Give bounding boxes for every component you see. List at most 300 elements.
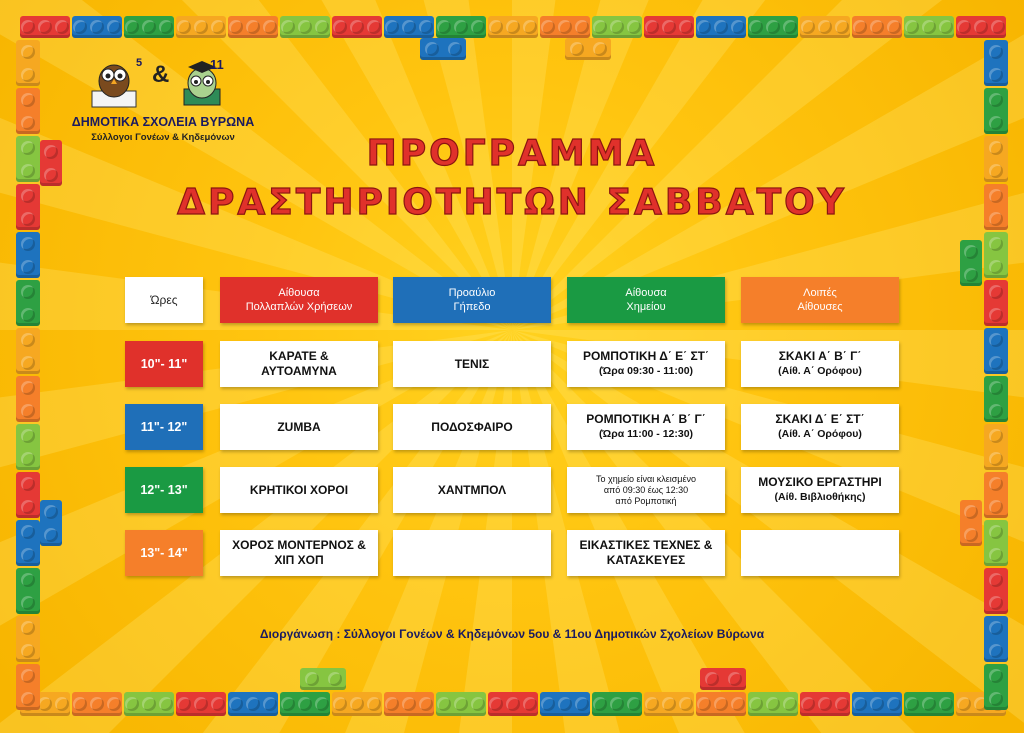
lego-stud bbox=[194, 697, 208, 711]
lego-brick bbox=[748, 692, 798, 716]
cell-text: 10"- 11" bbox=[140, 357, 188, 371]
lego-brick bbox=[124, 16, 174, 38]
lego-brick bbox=[984, 376, 1008, 422]
lego-brick bbox=[16, 88, 40, 134]
lego-stud bbox=[506, 20, 520, 34]
lego-brick bbox=[984, 472, 1008, 518]
lego-stud bbox=[818, 697, 832, 711]
lego-brick bbox=[592, 16, 642, 38]
lego-brick bbox=[696, 692, 746, 716]
lego-stud bbox=[229, 20, 243, 34]
lego-stud bbox=[281, 697, 295, 711]
lego-brick bbox=[960, 500, 982, 546]
cell-text: ΧΟΡΟΣ ΜΟΝΤΕΡΝΟΣ & bbox=[232, 538, 366, 552]
lego-stud bbox=[21, 260, 35, 274]
lego-stud bbox=[818, 20, 832, 34]
lego-stud bbox=[989, 356, 1003, 370]
lego-stud bbox=[870, 697, 884, 711]
activity-cell bbox=[567, 530, 725, 576]
lego-stud bbox=[21, 429, 35, 443]
lego-stud bbox=[957, 697, 971, 711]
activity-cell bbox=[567, 467, 725, 513]
lego-stud bbox=[21, 477, 35, 491]
lego-stud bbox=[350, 20, 364, 34]
lego-stud bbox=[263, 697, 277, 711]
cell-text: Αίθουσα bbox=[625, 287, 667, 299]
cell-text: 11"- 12" bbox=[140, 420, 188, 434]
lego-stud bbox=[989, 477, 1003, 491]
lego-stud bbox=[419, 697, 433, 711]
lego-brick bbox=[176, 16, 226, 38]
activity-cell bbox=[220, 467, 378, 513]
lego-brick bbox=[592, 692, 642, 716]
lego-stud bbox=[425, 42, 439, 56]
lego-stud bbox=[714, 697, 728, 711]
lego-stud bbox=[21, 525, 35, 539]
cell-text: ΧΙΠ ΧΟΠ bbox=[274, 553, 324, 567]
cell-text: (Αίθ. Α΄ Ορόφου) bbox=[778, 365, 862, 377]
lego-stud bbox=[305, 672, 319, 686]
lego-stud bbox=[922, 697, 936, 711]
lego-stud bbox=[350, 697, 364, 711]
lego-brick bbox=[332, 16, 382, 38]
lego-stud bbox=[194, 20, 208, 34]
lego-stud bbox=[697, 20, 711, 34]
lego-stud bbox=[575, 20, 589, 34]
lego-brick bbox=[540, 16, 590, 38]
lego-stud bbox=[142, 20, 156, 34]
lego-stud bbox=[964, 245, 978, 259]
activity-cell bbox=[741, 530, 899, 576]
lego-brick bbox=[984, 568, 1008, 614]
lego-brick bbox=[852, 16, 902, 38]
cell-text: Αίθουσες bbox=[797, 301, 843, 313]
lego-brick bbox=[20, 16, 70, 38]
lego-stud bbox=[21, 452, 35, 466]
lego-stud bbox=[298, 20, 312, 34]
cell-text: (Ώρα 11:00 - 12:30) bbox=[598, 428, 694, 440]
lego-stud bbox=[989, 285, 1003, 299]
lego-stud bbox=[989, 452, 1003, 466]
lego-stud bbox=[989, 116, 1003, 130]
activity-cell bbox=[393, 467, 551, 513]
time-slot bbox=[125, 341, 203, 387]
lego-brick bbox=[384, 692, 434, 716]
activity-cell bbox=[741, 467, 899, 513]
lego-stud bbox=[783, 20, 797, 34]
lego-stud bbox=[229, 697, 243, 711]
owl-reading-icon bbox=[88, 55, 158, 111]
activity-cell bbox=[220, 530, 378, 576]
cell-text: (Αίθ. Βιβλιοθήκης) bbox=[774, 491, 866, 503]
cell-text: Το χημείο είναι κλεισμένο bbox=[596, 473, 696, 484]
lego-brick bbox=[16, 424, 40, 470]
lego-stud bbox=[989, 429, 1003, 443]
lego-stud bbox=[333, 20, 347, 34]
cell-text: ΚΡΗΤΙΚΟΙ ΧΟΡΟΙ bbox=[249, 482, 349, 497]
logo bbox=[60, 55, 280, 145]
lego-stud bbox=[870, 20, 884, 34]
lego-brick bbox=[565, 38, 611, 60]
lego-brick bbox=[40, 500, 62, 546]
cell-text: ΕΙΚΑΣΤΙΚΕΣ ΤΕΧΝΕΣ & bbox=[579, 538, 713, 552]
lego-stud bbox=[90, 697, 104, 711]
lego-stud bbox=[315, 20, 329, 34]
lego-stud bbox=[125, 697, 139, 711]
lego-stud bbox=[570, 42, 584, 56]
lego-brick bbox=[800, 692, 850, 716]
lego-stud bbox=[489, 20, 503, 34]
activity-cell bbox=[393, 404, 551, 450]
lego-stud bbox=[766, 20, 780, 34]
activity-cell bbox=[741, 341, 899, 387]
cell-text: ΣΚΑΚΙ Α΄ Β΄ Γ΄ bbox=[778, 349, 862, 363]
lego-stud bbox=[853, 20, 867, 34]
lego-stud bbox=[21, 500, 35, 514]
lego-stud bbox=[328, 672, 342, 686]
lego-stud bbox=[801, 697, 815, 711]
lego-stud bbox=[281, 20, 295, 34]
lego-stud bbox=[964, 528, 978, 542]
lego-brick bbox=[384, 16, 434, 38]
lego-stud bbox=[627, 20, 641, 34]
lego-brick bbox=[16, 472, 40, 518]
title-line-1: ΠΡΟΓΡΑΜΜΑ bbox=[366, 133, 658, 174]
lego-stud bbox=[974, 20, 988, 34]
lego-stud bbox=[593, 20, 607, 34]
activity-cell bbox=[220, 341, 378, 387]
lego-brick bbox=[984, 520, 1008, 566]
lego-stud bbox=[593, 697, 607, 711]
lego-brick bbox=[16, 664, 40, 710]
time-slot bbox=[125, 467, 203, 513]
lego-stud bbox=[989, 260, 1003, 274]
lego-stud bbox=[989, 573, 1003, 587]
lego-brick bbox=[960, 240, 982, 286]
title-line-2: ΔΡΑΣΤΗΡΙΟΤΗΤΩΝ ΣΑΒΒΑΤΟΥ bbox=[177, 182, 847, 223]
lego-stud bbox=[541, 697, 555, 711]
lego-brick bbox=[488, 692, 538, 716]
lego-stud bbox=[558, 697, 572, 711]
lego-stud bbox=[731, 697, 745, 711]
lego-stud bbox=[989, 404, 1003, 418]
lego-brick bbox=[904, 16, 954, 38]
lego-stud bbox=[679, 20, 693, 34]
lego-stud bbox=[21, 692, 35, 706]
lego-stud bbox=[38, 697, 52, 711]
cell-text: από 09:30 έως 12:30 bbox=[603, 484, 689, 495]
lego-brick bbox=[904, 692, 954, 716]
lego-stud bbox=[437, 697, 451, 711]
lego-stud bbox=[21, 116, 35, 130]
time-slot bbox=[125, 404, 203, 450]
lego-stud bbox=[21, 596, 35, 610]
lego-stud bbox=[558, 20, 572, 34]
lego-stud bbox=[448, 42, 462, 56]
cell-text: από Ρομποτική bbox=[615, 495, 677, 506]
school-5-badge: 5 bbox=[136, 57, 143, 69]
lego-brick bbox=[984, 280, 1008, 326]
lego-stud bbox=[989, 596, 1003, 610]
lego-stud bbox=[887, 20, 901, 34]
lego-brick bbox=[644, 16, 694, 38]
lego-brick bbox=[984, 328, 1008, 374]
lego-brick bbox=[488, 16, 538, 38]
cell-text: Προαύλιο bbox=[448, 287, 496, 299]
lego-stud bbox=[575, 697, 589, 711]
cell-text: (Αίθ. Α΄ Ορόφου) bbox=[778, 428, 862, 440]
lego-stud bbox=[177, 697, 191, 711]
lego-brick bbox=[420, 38, 466, 60]
cell-text: ΡΟΜΠΟΤΙΚΗ Δ΄ Ε΄ ΣΤ΄ bbox=[582, 349, 710, 363]
lego-stud bbox=[21, 20, 35, 34]
cell-text: Αίθουσα bbox=[278, 287, 320, 299]
lego-brick bbox=[696, 16, 746, 38]
lego-stud bbox=[610, 697, 624, 711]
lego-brick bbox=[956, 16, 1006, 38]
lego-stud bbox=[489, 697, 503, 711]
lego-stud bbox=[922, 20, 936, 34]
lego-brick bbox=[984, 424, 1008, 470]
activity-cell bbox=[567, 404, 725, 450]
lego-stud bbox=[905, 697, 919, 711]
lego-stud bbox=[989, 93, 1003, 107]
lego-stud bbox=[21, 644, 35, 658]
lego-stud bbox=[263, 20, 277, 34]
lego-stud bbox=[21, 68, 35, 82]
lego-brick bbox=[800, 16, 850, 38]
lego-stud bbox=[714, 20, 728, 34]
lego-stud bbox=[749, 697, 763, 711]
lego-brick bbox=[436, 16, 486, 38]
lego-stud bbox=[44, 505, 58, 519]
lego-stud bbox=[835, 697, 849, 711]
lego-brick bbox=[16, 568, 40, 614]
lego-stud bbox=[964, 268, 978, 282]
lego-stud bbox=[964, 505, 978, 519]
lego-stud bbox=[211, 20, 225, 34]
column-header bbox=[567, 277, 725, 323]
lego-brick bbox=[16, 520, 40, 566]
lego-stud bbox=[385, 20, 399, 34]
lego-stud bbox=[783, 697, 797, 711]
lego-stud bbox=[523, 697, 537, 711]
lego-stud bbox=[989, 692, 1003, 706]
lego-stud bbox=[662, 20, 676, 34]
lego-stud bbox=[21, 404, 35, 418]
lego-stud bbox=[333, 697, 347, 711]
lego-stud bbox=[21, 548, 35, 562]
lego-brick bbox=[16, 328, 40, 374]
lego-stud bbox=[471, 20, 485, 34]
lego-brick bbox=[72, 16, 122, 38]
activity-cell bbox=[220, 404, 378, 450]
column-header bbox=[220, 277, 378, 323]
lego-stud bbox=[73, 697, 87, 711]
lego-brick bbox=[984, 664, 1008, 710]
lego-stud bbox=[21, 669, 35, 683]
time-slot bbox=[125, 530, 203, 576]
cell-text: ZUMBA bbox=[277, 419, 321, 434]
lego-stud bbox=[21, 45, 35, 59]
lego-stud bbox=[523, 20, 537, 34]
lego-stud bbox=[989, 45, 1003, 59]
org-name: ΔΗΜΟΤΙΚΑ ΣΧΟΛΕΙΑ ΒΥΡΩΝΑ bbox=[71, 115, 255, 129]
lego-stud bbox=[402, 20, 416, 34]
lego-stud bbox=[662, 697, 676, 711]
cell-text: ΡΟΜΠΟΤΙΚΗ Α΄ Β΄ Γ΄ bbox=[586, 412, 706, 426]
lego-brick bbox=[16, 40, 40, 86]
lego-stud bbox=[989, 548, 1003, 562]
lego-brick bbox=[984, 232, 1008, 278]
lego-brick bbox=[16, 232, 40, 278]
cell-text: ΠΟΔΟΣΦΑΙΡΟ bbox=[431, 419, 513, 434]
lego-stud bbox=[957, 20, 971, 34]
lego-stud bbox=[437, 20, 451, 34]
cell-text: ΣΚΑΚΙ Δ΄ Ε΄ ΣΤ΄ bbox=[775, 412, 865, 426]
cell-text: Λοιπές bbox=[803, 287, 837, 299]
lego-stud bbox=[454, 697, 468, 711]
lego-stud bbox=[21, 308, 35, 322]
lego-stud bbox=[939, 697, 953, 711]
lego-stud bbox=[55, 20, 69, 34]
lego-brick bbox=[228, 692, 278, 716]
cell-text: Πολλαπλών Χρήσεων bbox=[245, 301, 353, 313]
lego-stud bbox=[367, 697, 381, 711]
lego-stud bbox=[593, 42, 607, 56]
cell-text: ΚΑΤΑΣΚΕΥΕΣ bbox=[606, 553, 686, 567]
lego-stud bbox=[627, 697, 641, 711]
lego-stud bbox=[645, 20, 659, 34]
ampersand: & bbox=[152, 61, 170, 88]
lego-brick bbox=[700, 668, 746, 690]
lego-stud bbox=[21, 237, 35, 251]
org-subtitle: Σύλλογοι Γονέων & Κηδεμόνων bbox=[91, 132, 235, 143]
activity-cell bbox=[741, 404, 899, 450]
lego-stud bbox=[989, 333, 1003, 347]
school-11-badge: 11 bbox=[210, 57, 224, 72]
cell-text: ΑΥΤΟΑΜΥΝΑ bbox=[261, 364, 337, 378]
lego-stud bbox=[21, 381, 35, 395]
lego-brick bbox=[852, 692, 902, 716]
cell-text: ΧΑΝΤΜΠΟΛ bbox=[437, 482, 507, 497]
lego-stud bbox=[21, 285, 35, 299]
lego-stud bbox=[107, 697, 121, 711]
cell-text: 13"- 14" bbox=[140, 546, 188, 560]
cell-text: ΤΕΝΙΣ bbox=[454, 356, 490, 371]
lego-stud bbox=[107, 20, 121, 34]
lego-stud bbox=[21, 356, 35, 370]
lego-stud bbox=[697, 697, 711, 711]
lego-stud bbox=[705, 672, 719, 686]
lego-stud bbox=[989, 500, 1003, 514]
lego-brick bbox=[436, 692, 486, 716]
lego-stud bbox=[766, 697, 780, 711]
lego-stud bbox=[835, 20, 849, 34]
lego-stud bbox=[989, 381, 1003, 395]
lego-stud bbox=[989, 525, 1003, 539]
lego-brick bbox=[644, 692, 694, 716]
lego-stud bbox=[125, 20, 139, 34]
lego-brick bbox=[16, 376, 40, 422]
lego-stud bbox=[471, 697, 485, 711]
column-header bbox=[741, 277, 899, 323]
cell-text: Γήπεδο bbox=[453, 301, 491, 313]
organizer-footer: Διοργάνωση : Σύλλογοι Γονέων & Κηδεμόνων 5ου & 11ου Δημοτικών Σχολείων Βύρωνα bbox=[259, 627, 765, 641]
lego-brick bbox=[748, 16, 798, 38]
lego-brick bbox=[280, 692, 330, 716]
lego-stud bbox=[315, 697, 329, 711]
lego-stud bbox=[246, 20, 260, 34]
lego-stud bbox=[989, 68, 1003, 82]
lego-stud bbox=[159, 20, 173, 34]
lego-stud bbox=[991, 20, 1005, 34]
hours-header bbox=[125, 277, 203, 323]
cell-text: ΚΑΡΑΤΕ & bbox=[269, 349, 329, 363]
lego-stud bbox=[679, 697, 693, 711]
lego-stud bbox=[989, 237, 1003, 251]
lego-stud bbox=[367, 20, 381, 34]
lego-stud bbox=[989, 308, 1003, 322]
lego-stud bbox=[506, 697, 520, 711]
lego-stud bbox=[905, 20, 919, 34]
activity-cell bbox=[393, 341, 551, 387]
lego-brick bbox=[72, 692, 122, 716]
lego-brick bbox=[540, 692, 590, 716]
lego-brick bbox=[124, 692, 174, 716]
lego-stud bbox=[21, 573, 35, 587]
lego-stud bbox=[44, 528, 58, 542]
column-header bbox=[393, 277, 551, 323]
lego-stud bbox=[402, 697, 416, 711]
lego-stud bbox=[887, 697, 901, 711]
lego-stud bbox=[55, 697, 69, 711]
cell-text: Ώρες bbox=[150, 293, 178, 307]
lego-stud bbox=[298, 697, 312, 711]
lego-stud bbox=[728, 672, 742, 686]
lego-stud bbox=[246, 697, 260, 711]
lego-brick bbox=[984, 40, 1008, 86]
cell-text: Χημείου bbox=[626, 301, 666, 313]
lego-stud bbox=[385, 697, 399, 711]
lego-stud bbox=[939, 20, 953, 34]
lego-brick bbox=[16, 280, 40, 326]
lego-stud bbox=[142, 697, 156, 711]
lego-stud bbox=[21, 333, 35, 347]
lego-stud bbox=[749, 20, 763, 34]
lego-stud bbox=[989, 644, 1003, 658]
lego-stud bbox=[801, 20, 815, 34]
lego-stud bbox=[454, 20, 468, 34]
lego-stud bbox=[159, 697, 173, 711]
lego-brick bbox=[300, 668, 346, 690]
cell-text: 12"- 13" bbox=[140, 483, 188, 497]
activity-cell bbox=[393, 530, 551, 576]
lego-stud bbox=[645, 697, 659, 711]
lego-stud bbox=[73, 20, 87, 34]
cell-text: (Ώρα 09:30 - 11:00) bbox=[598, 365, 694, 377]
activity-cell bbox=[567, 341, 725, 387]
lego-brick bbox=[332, 692, 382, 716]
lego-stud bbox=[38, 20, 52, 34]
lego-stud bbox=[90, 20, 104, 34]
lego-brick bbox=[228, 16, 278, 38]
lego-stud bbox=[989, 669, 1003, 683]
lego-stud bbox=[731, 20, 745, 34]
lego-stud bbox=[211, 697, 225, 711]
cell-text: ΜΟΥΣΙΚΟ ΕΡΓΑΣΤΗΡΙ bbox=[758, 475, 882, 489]
lego-stud bbox=[541, 20, 555, 34]
